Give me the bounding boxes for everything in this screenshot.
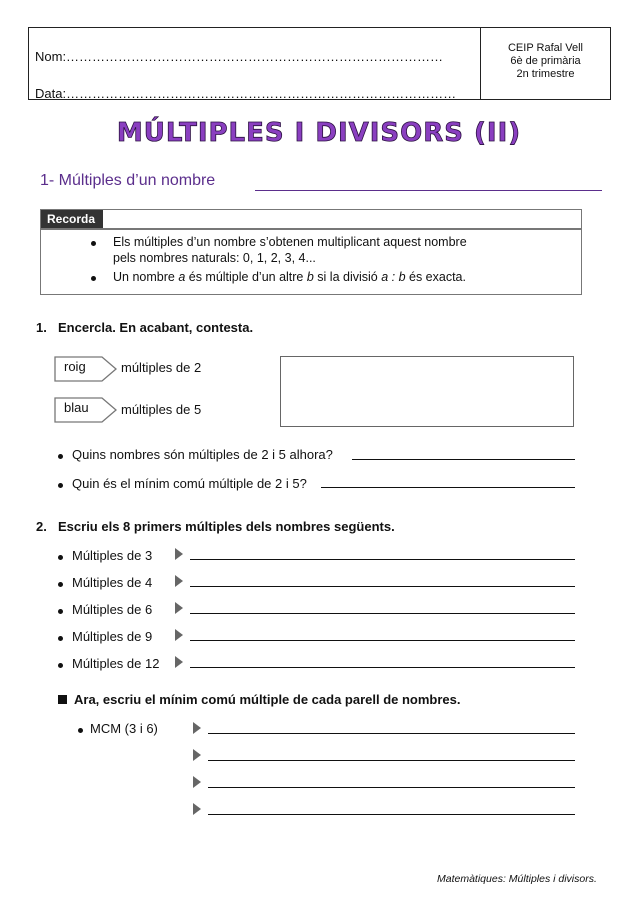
multiples-item-3: Múltiples de 3 [72,548,153,563]
recorda-bullet-1-line-1: Els múltiples d’un nombre s’obtenen multiplicant aquest nombre [113,235,467,249]
school-name: CEIP Rafal Vell [507,42,583,54]
arrow-right-icon [193,776,201,788]
tag-roig-label: roig [64,359,86,374]
date-field-label: Data:……………………………………………………………………………… [35,86,457,101]
multiples-item-4: Múltiples de 4 [72,575,153,590]
bullet-dot [58,663,63,668]
text: és exacta. [405,270,466,284]
arrow-right-icon [175,575,183,587]
answer-line[interactable] [190,559,575,560]
page-title: MÚLTIPLES I DIVISORS (II) [116,118,522,148]
var-a: a [178,270,186,284]
answer-line[interactable] [208,760,575,761]
arrow-right-icon [175,602,183,614]
recorda-bullet-2 [113,269,466,285]
footer-text: Matemàtiques: Múltiples i divisors. [437,873,597,885]
text: és múltiple d’un altre [185,270,307,284]
exercise-2-number: 2. [36,519,47,534]
var-b: b [306,270,314,284]
exercise-1-instruction: Encercla. En acabant, contesta. [58,320,254,335]
tag-blau-label: blau [64,400,89,415]
bullet-dot [91,276,96,281]
division-expression: a : b [381,270,406,284]
recorda-bullet-1-line-2: pels nombres naturals: 0, 1, 2, 3, 4... [113,251,316,265]
header-box [28,27,611,100]
exercise-1-number: 1. [36,320,47,335]
arrow-right-icon [175,656,183,668]
tag-roig-text: múltiples de 2 [121,360,202,375]
bullet-dot [58,555,63,560]
recorda-divider [41,228,581,230]
bullet-dot [58,582,63,587]
tag-roig [54,356,116,380]
bullet-dot [58,636,63,641]
answer-line[interactable] [352,459,575,460]
arrow-right-icon [193,803,201,815]
section-heading: 1- Múltiples d’un nombre [40,172,216,189]
bullet-dot [91,241,96,246]
arrow-right-icon [175,548,183,560]
answer-line[interactable] [190,640,575,641]
question-1: Quins nombres són múltiples de 2 i 5 alhora? [72,447,333,462]
term-label: 2n trimestre [516,68,575,80]
arrow-right-icon [193,722,201,734]
answer-box[interactable] [280,356,574,427]
tag-blau-text: múltiples de 5 [121,402,202,417]
bullet-dot [58,454,63,459]
tag-blau [54,397,116,421]
answer-line[interactable] [208,787,575,788]
recorda-box [40,209,582,295]
school-info [480,42,611,81]
multiples-item-6: Múltiples de 6 [72,602,153,617]
arrow-right-icon [193,749,201,761]
bullet-dot [78,728,83,733]
text: Un nombre [113,270,179,284]
text: si la divisió [313,270,382,284]
section-underline [255,190,602,191]
multiples-item-9: Múltiples de 9 [72,629,153,644]
sub-instruction: Ara, escriu el mínim comú múltiple de cada parell de nombres. [74,692,461,707]
square-bullet-icon [58,695,67,704]
bullet-dot [58,483,63,488]
question-2: Quin és el mínim comú múltiple de 2 i 5? [72,476,307,491]
arrow-right-icon [175,629,183,641]
answer-line[interactable] [321,487,575,488]
bullet-dot [58,609,63,614]
exercise-2-instruction: Escriu els 8 primers múltiples dels nombres següents. [58,519,395,534]
answer-line[interactable] [190,586,575,587]
recorda-tag: Recorda [41,210,103,228]
mcm-label: MCM (3 i 6) [90,721,158,736]
answer-line[interactable] [208,733,575,734]
multiples-item-12: Múltiples de 12 [72,656,160,671]
answer-line[interactable] [208,814,575,815]
name-field-label: Nom:…………………………………………………………………………… [35,49,444,64]
answer-line[interactable] [190,613,575,614]
answer-line[interactable] [190,667,575,668]
recorda-bullet-1 [113,234,467,266]
grade-label: 6è de primària [510,55,581,67]
